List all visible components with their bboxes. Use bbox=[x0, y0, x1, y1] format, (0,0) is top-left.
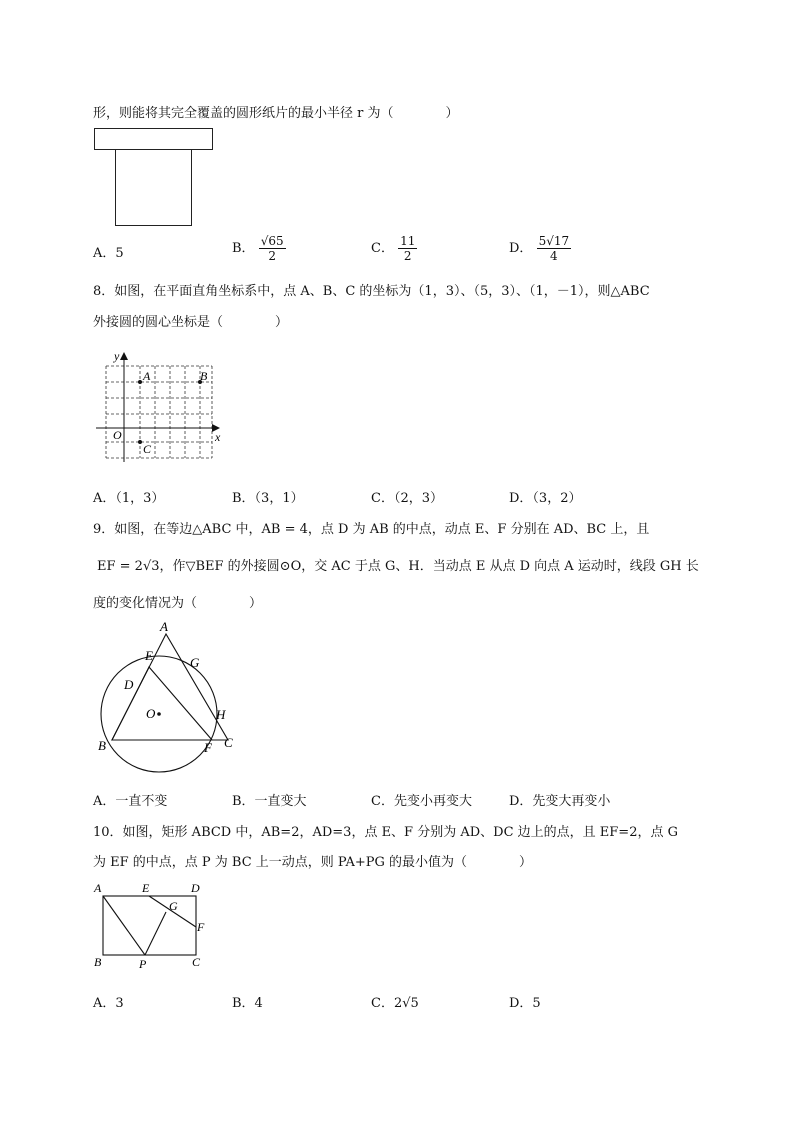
q9-text-line-2: EF = 2√3，作▽BEF 的外接圆⊙O，交 AC 于点 G、H．当动点 E 从点 D 向点 A 运动时，线段 GH 长 bbox=[97, 559, 699, 574]
q8-coordinate-grid-figure bbox=[96, 349, 226, 467]
q10-text-line-2: 为 EF 的中点，点 P 为 BC 上一动点，则 PA+PG 的最小值为（ ） bbox=[93, 855, 533, 870]
denominator: 2 bbox=[268, 249, 276, 263]
q9-option-c[interactable]: C．先变小再变大 bbox=[371, 794, 472, 809]
fraction bbox=[537, 234, 572, 263]
point-b-label: B bbox=[94, 955, 102, 969]
q8-text-line-2: 外接圆的圆心坐标是（ ） bbox=[93, 315, 289, 330]
numerator: 5√17 bbox=[538, 234, 570, 248]
q8-option-d[interactable]: D．（3，2） bbox=[509, 491, 582, 506]
point-h-label: H bbox=[216, 707, 226, 722]
origin-label: O bbox=[113, 428, 122, 442]
q8-text-line-1: 8．如图，在平面直角坐标系中，点 A、B、C 的坐标为（1，3）、（5，3）、（1，－1），则△ABC bbox=[93, 284, 650, 299]
q10-text-line-1: 10．如图，矩形 ABCD 中，AB=2，AD=3，点 E、F 分别为 AD、DC 边上的点，且 EF=2，点 G bbox=[93, 825, 678, 840]
option-letter: B． bbox=[232, 241, 255, 256]
q7-continuation-text: 形，则能将其完全覆盖的圆形纸片的最小半径 r 为（ ） bbox=[93, 106, 459, 121]
denominator: 4 bbox=[550, 249, 558, 263]
q9-text-line-1: 9．如图，在等边△ABC 中，AB = 4，点 D 为 AB 的中点，动点 E、F 分别在 AD、BC 上，且 bbox=[93, 522, 650, 537]
q9-text-line-3: 度的变化情况为（ ） bbox=[93, 596, 263, 611]
point-d-label: D bbox=[124, 677, 134, 692]
center-o-label: O bbox=[146, 706, 156, 721]
point-p-label: P bbox=[139, 957, 147, 971]
q10-rectangle-figure bbox=[92, 880, 222, 970]
point-b-label: B bbox=[200, 369, 208, 383]
x-axis-label: x bbox=[215, 430, 221, 444]
q7-option-a[interactable] bbox=[93, 242, 124, 261]
fraction bbox=[259, 234, 286, 263]
point-a-label: A bbox=[94, 881, 102, 895]
option-letter: D． bbox=[509, 241, 533, 256]
option-letter: C． bbox=[371, 241, 394, 256]
point-c-label: C bbox=[224, 735, 233, 750]
q9-triangle-circle-figure bbox=[94, 620, 244, 760]
q9-option-d[interactable]: D．先变大再变小 bbox=[509, 794, 611, 809]
point-g-label: G bbox=[169, 899, 178, 913]
q7-option-b[interactable] bbox=[232, 234, 286, 263]
point-a-label: A bbox=[143, 369, 151, 383]
point-e-label: E bbox=[145, 648, 153, 663]
q7-option-c[interactable] bbox=[371, 234, 417, 263]
q9-option-a[interactable]: A．一直不变 bbox=[93, 794, 168, 809]
point-g-label: G bbox=[190, 655, 200, 670]
y-axis-label: y bbox=[114, 349, 120, 363]
fraction bbox=[398, 234, 417, 263]
denominator: 2 bbox=[403, 249, 412, 263]
point-b-label: B bbox=[98, 738, 106, 753]
point-d-label: D bbox=[191, 881, 200, 895]
q10-option-a[interactable]: A．3 bbox=[93, 996, 124, 1011]
point-f-label: F bbox=[204, 740, 212, 755]
point-a-label: A bbox=[160, 619, 168, 634]
q10-option-c[interactable]: C．2√5 bbox=[371, 996, 419, 1011]
numerator: 11 bbox=[400, 234, 416, 248]
q10-option-b[interactable]: B．4 bbox=[232, 996, 263, 1011]
point-c-label: C bbox=[143, 442, 152, 456]
q8-option-a[interactable]: A．（1，3） bbox=[93, 491, 165, 506]
point-f-label: F bbox=[197, 920, 205, 934]
q8-option-b[interactable]: B．（3，1） bbox=[232, 491, 304, 506]
option-value: 5 bbox=[115, 246, 124, 261]
point-c-label: C bbox=[192, 955, 201, 969]
q8-option-c[interactable]: C．（2，3） bbox=[371, 491, 443, 506]
numerator: √65 bbox=[260, 234, 284, 248]
q10-option-d[interactable]: D．5 bbox=[509, 996, 541, 1011]
q7-figure bbox=[94, 128, 214, 228]
point-e-label: E bbox=[142, 881, 150, 895]
q7-option-d[interactable] bbox=[509, 234, 571, 263]
option-letter: A． bbox=[93, 246, 116, 261]
q9-option-b[interactable]: B．一直变大 bbox=[232, 794, 307, 809]
